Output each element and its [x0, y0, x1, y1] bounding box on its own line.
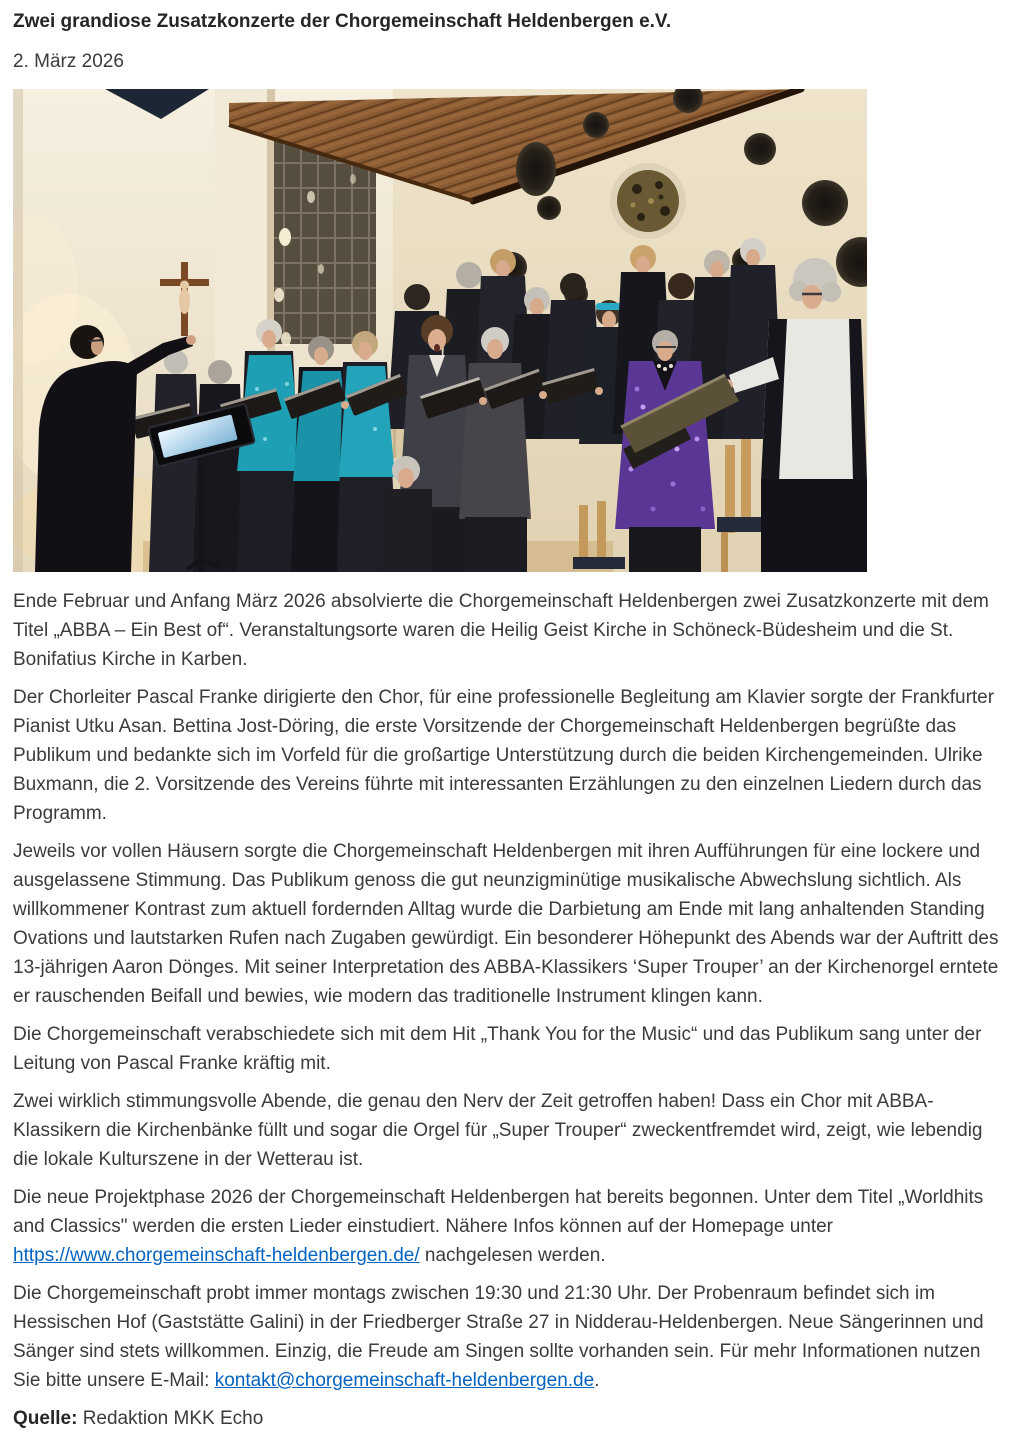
article-paragraph-contact	[13, 1279, 1004, 1395]
article-paragraph-homepage	[13, 1183, 1004, 1270]
contact-text-before: Die Chorgemeinschaft probt immer montags zwischen 19:30 und 21:30 Uhr. Der Probenraum befindet sich im Hessischen Hof (Gaststätte Galini) in der Friedberger Straße 27 in Nidderau-Heldenbergen. Neue Sängerinnen und Sänger sind stets willkommen. Einzig, die Freude am Singen sollte vorhanden sein. Für mehr Informationen nutzen Sie bitte unsere E-Mail:	[13, 1283, 984, 1391]
article-date: 2. März 2026	[13, 51, 124, 72]
article-title: Zwei grandiose Zusatzkonzerte der Chorgemeinschaft Heldenbergen e.V.	[13, 11, 672, 32]
source-value: Redaktion MKK Echo	[82, 1408, 264, 1429]
article-paragraph: Der Chorleiter Pascal Franke dirigierte den Chor, für eine professionelle Begleitung am Klavier sorgte der Frankfurter Pianist Utku Asan. Bettina Jost-Döring, die erste Vorsitzende der Chorgemeinschaft Heldenbergen begrüßte das Publikum und bedankte sich im Vorfeld für die großartige Unterstützung durch die beiden Kirchengemeinden. Ulrike Buxmann, die 2. Vorsitzende des Vereins führte mit interessanten Erzählungen zu den einzelnen Liedern durch das Programm.	[13, 687, 995, 824]
article-paragraph: Zwei wirklich stimmungsvolle Abende, die genau den Nerv der Zeit getroffen haben! Dass ein Chor mit ABBA-Klassikern die Kirchenbänke füllt und sogar die Orgel für „Super Trouper“ zweckentfremdet wird, zeigt, wie lebendig die lokale Kulturszene in der Wetterau ist.	[13, 1091, 983, 1170]
contact-text-after: .	[594, 1370, 600, 1391]
ornate-round-window	[610, 163, 686, 239]
email-link[interactable]: kontakt@chorgemeinschaft-heldenbergen.de	[214, 1370, 595, 1391]
homepage-link[interactable]: https://www.chorgemeinschaft-heldenbergen.de/	[13, 1245, 420, 1266]
article-paragraph: Ende Februar und Anfang März 2026 absolvierte die Chorgemeinschaft Heldenbergen zwei Zusatzkonzerte mit dem Titel „ABBA – Ein Best of“. Veranstaltungsorte waren die Heilig Geist Kirche in Schöneck-Büdesheim und die St. Bonifatius Kirche in Karben.	[13, 591, 989, 670]
article-paragraph: Die Chorgemeinschaft verabschiedete sich mit dem Hit „Thank You for the Music“ und das Publikum sang unter der Leitung von Pascal Franke kräftig mit.	[13, 1024, 982, 1074]
homepage-text-before: Die neue Projektphase 2026 der Chorgemeinschaft Heldenbergen hat bereits begonnen. Unter dem Titel „Worldhits and Classics" werden die ersten Lieder einstudiert. Nähere Infos können auf der Homepage unter	[13, 1187, 984, 1237]
purple-sequin-singer	[615, 330, 715, 572]
article-photo	[13, 89, 867, 572]
source-line	[13, 1404, 1004, 1433]
source-label: Quelle:	[13, 1408, 78, 1429]
homepage-text-after: nachgelesen werden.	[419, 1245, 606, 1266]
article-paragraph: Jeweils vor vollen Häusern sorgte die Chorgemeinschaft Heldenbergen mit ihren Aufführungen für eine lockere und ausgelassene Stimmung. Das Publikum genoss die gut neunzigminütige musikalische Abwechslung sichtlich. Als willkommener Kontrast zum aktuell fordernden Alltag wurde die Darbietung am Ende mit lang anhaltenden Standing Ovations und lautstarken Rufen nach Zugaben gewürdigt. Ein besonderer Höhepunkt des Abends war der Auftritt des 13-jährigen Aaron Dönges. Mit seiner Interpretation des ABBA-Klassikers ‘Super Trouper’ an der Kirchenorgel erntete er rauschenden Beifall und bewies, wie modern das traditionelle Instrument klingen kann.	[13, 841, 999, 1007]
